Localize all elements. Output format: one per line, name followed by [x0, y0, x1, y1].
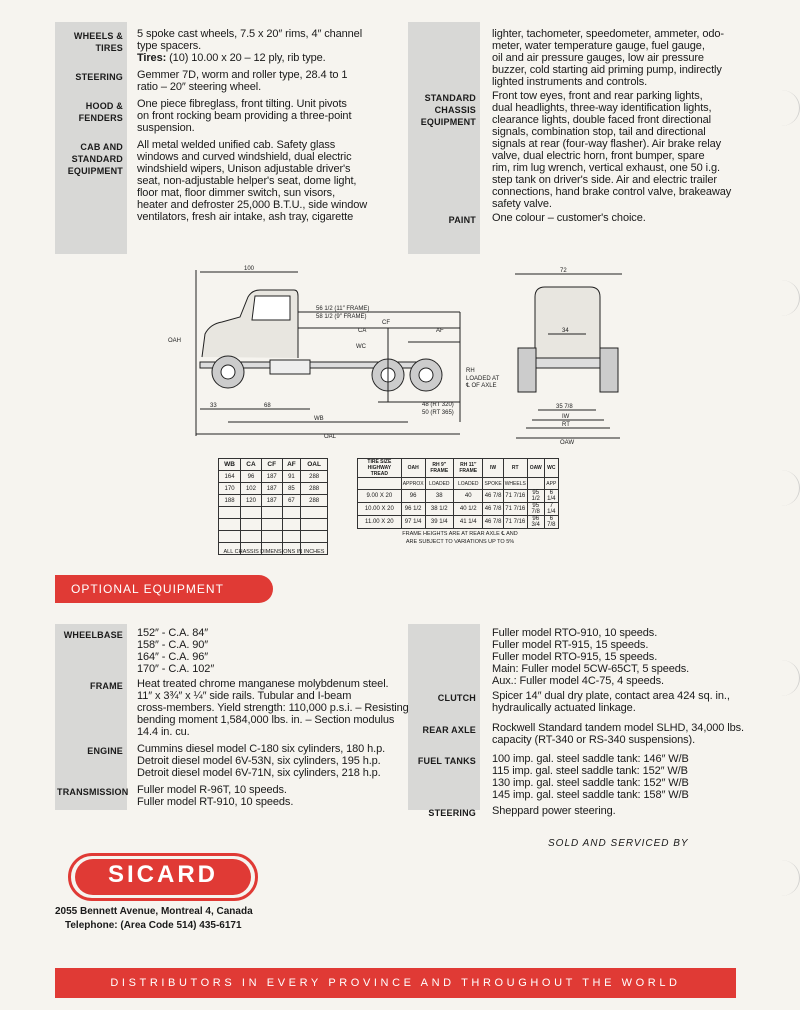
spec-text-line: meter, water temperature gauge, fuel gauge,	[492, 40, 705, 52]
table1-header: CF	[261, 459, 282, 471]
dim-mid: 68	[264, 403, 271, 409]
spec-text-line: 158″ - C.A. 90″	[137, 639, 209, 651]
table-cell: 67	[282, 495, 301, 507]
optional-equipment-title: OPTIONAL EQUIPMENT	[71, 582, 224, 596]
dim-rh: RH	[466, 368, 475, 374]
chassis-diagram	[160, 262, 780, 452]
spec-label	[410, 92, 476, 128]
label-column-optional-right	[408, 624, 480, 810]
spec-text-line: 100 imp. gal. steel saddle tank: 146″ W/B	[492, 753, 689, 765]
spec-text-line: 14.4 in. cu.	[137, 726, 190, 738]
dim-rear-b: 50 (RT 365)	[422, 410, 454, 416]
spec-label-line: STEERING	[75, 72, 123, 82]
table1-note: ALL CHASSIS DIMENSIONS IN INCHES	[223, 549, 325, 555]
table-cell: 96 3/4	[527, 516, 544, 529]
dimension-table-wb	[218, 458, 328, 555]
table-cell	[241, 507, 262, 519]
spec-label-line: WHEELS &	[73, 31, 123, 41]
table2-note-line: ARE SUBJECT TO VARIATIONS UP TO 5%	[405, 539, 515, 545]
table2-subheader	[358, 478, 402, 490]
table-cell: 6 7/8	[544, 516, 558, 529]
spec-text-line: 145 imp. gal. steel saddle tank: 158″ W/B	[492, 789, 689, 801]
spec-text	[137, 139, 367, 223]
label-column-left	[55, 22, 127, 254]
table1-header: CA	[241, 459, 262, 471]
spec-text-line: 164″ - C.A. 96″	[137, 651, 209, 663]
spec-text-line: Heat treated chrome manganese molybdenum steel.	[137, 678, 389, 690]
table2-note	[360, 530, 560, 546]
spec-label	[410, 807, 476, 819]
spec-text-line: Rockwell Standard tandem model SLHD, 34,000 lbs.	[492, 722, 745, 734]
spec-text-line: clearance lights, double faced front directional	[492, 114, 712, 126]
table-row	[358, 503, 559, 516]
spec-label	[57, 71, 123, 83]
table2-header: RT	[503, 459, 527, 478]
dim-iw: IW	[562, 414, 570, 420]
table-cell: 6 1/4	[544, 490, 558, 503]
table-cell: 10.00 X 20	[358, 503, 402, 516]
table-cell	[301, 507, 328, 519]
table-cell: 96 1/2	[401, 503, 425, 516]
spec-text-line: Detroit diesel model 6V-53N, six cylinders, 195 h.p.	[137, 755, 381, 767]
table-cell: 38 1/2	[425, 503, 453, 516]
table-cell: 71 7/16	[503, 516, 527, 529]
table-cell	[301, 531, 328, 543]
spec-text	[492, 90, 731, 210]
label-column-optional-left	[55, 624, 127, 810]
table-cell: 187	[261, 495, 282, 507]
table-cell	[241, 531, 262, 543]
table-row	[219, 507, 328, 519]
spec-label-line: TRANSMISSION	[57, 787, 129, 797]
dim-front: 33	[210, 403, 217, 409]
table1-header: WB	[219, 459, 241, 471]
spec-text-line: Fuller model RTO-910, 10 speeds.	[492, 627, 658, 639]
spec-label	[57, 745, 123, 757]
spec-text-line: Detroit diesel model 6V-71N, six cylinders, 218 h.p.	[137, 767, 381, 779]
spec-text-line: windshield wipers, Unison adjustable driver's	[137, 163, 351, 175]
table-cell: 187	[261, 471, 282, 483]
dim-oal: OAL	[324, 434, 337, 440]
spec-text	[137, 784, 293, 808]
table-cell: 38	[425, 490, 453, 503]
optional-equipment-banner	[55, 575, 273, 603]
table-cell: 40 1/2	[454, 503, 483, 516]
table-cell: 188	[219, 495, 241, 507]
spec-text-line: capacity (RT-340 or RS-340 suspensions).	[492, 734, 696, 746]
spec-text-line: rim, rim lug wrench, vertical exhaust, one 50 i.g.	[492, 162, 720, 174]
spec-text-line: Sheppard power steering.	[492, 805, 616, 817]
table-cell	[282, 507, 301, 519]
spec-text-line: floor mat, floor dimmer switch, sun visors,	[137, 187, 336, 199]
dimension-table-tire	[357, 458, 559, 529]
spec-text-line: type spacers.	[137, 40, 202, 52]
table2-subheader	[527, 478, 544, 490]
table2-subheader: LOADED	[454, 478, 483, 490]
spec-label	[410, 755, 476, 767]
table-cell: 288	[301, 471, 328, 483]
spec-label-line: TIRES	[95, 43, 123, 53]
table2-header: WC	[544, 459, 558, 478]
spec-label-line: REAR AXLE	[422, 725, 476, 735]
binder-hole	[763, 470, 800, 506]
table-cell	[282, 531, 301, 543]
table-cell: 95 1/2	[527, 490, 544, 503]
spec-label-line: STANDARD	[424, 93, 476, 103]
table-cell: 187	[261, 483, 282, 495]
spec-text-line: lighted instruments and controls.	[492, 76, 648, 88]
dim-cab-width: 100	[244, 266, 255, 272]
table2-header: RH 9″ FRAME	[425, 459, 453, 478]
dealer-logo-text: SICARD	[107, 861, 218, 888]
table-cell	[219, 507, 241, 519]
table-cell: 9.00 X 20	[358, 490, 402, 503]
dim-frame-a: 56 1/2 (11″ FRAME)	[316, 306, 370, 312]
table2-subheader: APP	[544, 478, 558, 490]
table-cell: 97 1/4	[401, 516, 425, 529]
spec-text-line: 152″ - C.A. 84″	[137, 627, 209, 639]
spec-text-line: Aux.: Fuller model 4C-75, 4 speeds.	[492, 675, 664, 687]
spec-text-line: Spicer 14″ dual dry plate, contact area 424 sq. in.,	[492, 690, 730, 702]
spec-label-line: WHEELBASE	[63, 630, 123, 640]
spec-label-line: CHASSIS	[434, 105, 476, 115]
spec-label	[57, 629, 123, 641]
table-row	[219, 471, 328, 483]
table-cell: 46 7/8	[483, 516, 503, 529]
table-row	[219, 495, 328, 507]
table-cell	[261, 507, 282, 519]
spec-text-line: All metal welded unified cab. Safety glass	[137, 139, 336, 151]
spec-label	[410, 214, 476, 226]
spec-text-line: One piece fibreglass, front tilting. Unit pivots	[137, 98, 347, 110]
spec-text-line: 5 spoke cast wheels, 7.5 x 20″ rims, 4″ channel	[137, 28, 363, 40]
table-cell: 39 1/4	[425, 516, 453, 529]
spec-text-line: Fuller model RT-915, 15 speeds.	[492, 639, 649, 651]
table-cell: 46 7/8	[483, 490, 503, 503]
spec-label-line: STANDARD	[71, 154, 123, 164]
spec-text	[492, 753, 689, 801]
dim-ca: CA	[358, 328, 367, 334]
binder-hole	[763, 90, 800, 126]
spec-text-line: valve, dual electric horn, front bumper, spare	[492, 150, 705, 162]
spec-text	[492, 212, 646, 224]
spec-label-line: HOOD &	[85, 101, 123, 111]
spec-text-line: Fuller model RT-910, 10 speeds.	[137, 796, 294, 808]
spec-label-line: STEERING	[428, 808, 476, 818]
spec-label-line: PAINT	[448, 215, 476, 225]
sold-by-label: SOLD AND SERVICED BY	[548, 838, 689, 849]
table-cell	[301, 519, 328, 531]
table-cell: 96	[241, 471, 262, 483]
spec-label-line: FUEL TANKS	[417, 756, 476, 766]
spec-label	[57, 100, 123, 124]
truck-side-view	[196, 270, 460, 436]
spec-text-line: bending moment 1,584,000 lbs. in. – Section modulus	[137, 714, 395, 726]
spec-text-line: signals at rear (four-way flasher). Air brake relay	[492, 138, 722, 150]
spec-text-line: dual headlights, three-way identification lights,	[492, 102, 712, 114]
dim-rt: RT	[562, 422, 570, 428]
spec-label	[57, 786, 129, 798]
table-cell: 11.00 X 20	[358, 516, 402, 529]
table-row	[219, 531, 328, 543]
spec-text-line: Main: Fuller model 5CW-65CT, 5 speeds.	[492, 663, 690, 675]
footer-banner-text: DISTRIBUTORS IN EVERY PROVINCE AND THROUGHOUT THE WORLD	[110, 977, 681, 989]
spec-label-line: EQUIPMENT	[420, 117, 476, 127]
dim-af: AF	[436, 328, 444, 334]
table-row	[358, 490, 559, 503]
spec-text-line: oil and air pressure gauges, low air pressure	[492, 52, 704, 64]
spec-text-line: cross-members. Yield strength: 110,000 p.s.i. – Resisting	[137, 702, 409, 714]
table-cell: 85	[282, 483, 301, 495]
table-cell: 288	[301, 495, 328, 507]
dim-width-top: 72	[560, 268, 567, 274]
dim-wc: WC	[356, 344, 366, 350]
table2-note-line: FRAME HEIGHTS ARE AT REAR AXLE ℄ AND	[402, 531, 518, 537]
table2-subheader: WHEELS	[503, 478, 527, 490]
spec-text-line: Front tow eyes, front and rear parking lights,	[492, 90, 703, 102]
table-cell	[241, 519, 262, 531]
spec-text-line: heater and defroster 25,000 B.T.U., side window	[137, 199, 368, 211]
spec-text	[137, 98, 351, 134]
table2-header: OAW	[527, 459, 544, 478]
spec-text	[137, 678, 409, 738]
dim-rear-a: 48 (RT 320)	[422, 402, 454, 408]
table-cell: 288	[301, 483, 328, 495]
table1-header: AF	[282, 459, 301, 471]
table2-header: TIRE SIZE HIGHWAY TREAD	[358, 459, 402, 478]
spec-text-line: ratio – 20″ steering wheel.	[137, 81, 262, 93]
table-row	[219, 519, 328, 531]
spec-label-line: EQUIPMENT	[67, 166, 123, 176]
spec-text-line: signals, combination stop, tail and directional	[492, 126, 706, 138]
table2-header: IW	[483, 459, 503, 478]
table2-subheader: APPROX	[401, 478, 425, 490]
spec-label	[57, 30, 123, 54]
table-cell: 40	[454, 490, 483, 503]
table2-subheader: LOADED	[425, 478, 453, 490]
table-cell: 91	[282, 471, 301, 483]
spec-text-line: Gemmer 7D, worm and roller type, 28.4 to 1	[137, 69, 348, 81]
dim-cf: CF	[382, 320, 390, 326]
spec-label-line: FRAME	[90, 681, 123, 691]
spec-text-line: Tires: (10) 10.00 x 20 – 12 ply, rib type.	[137, 52, 326, 64]
spec-text	[137, 743, 385, 779]
dim-width-mid: 34	[562, 328, 569, 334]
spec-text-line: 115 imp. gal. steel saddle tank: 152″ W/B	[492, 765, 688, 777]
binder-hole	[763, 660, 800, 696]
table-cell: 95 7/8	[527, 503, 544, 516]
table-cell: 41 1/4	[454, 516, 483, 529]
dealer-logo-sub: INC.	[207, 890, 215, 895]
dealer-address: 2055 Bennett Avenue, Montreal 4, Canada	[55, 906, 253, 917]
table-cell	[282, 519, 301, 531]
spec-text-line: Cummins diesel model C-180 six cylinders, 180 h.p.	[137, 743, 386, 755]
table2-subheader: SPOKE	[483, 478, 503, 490]
spec-label-line: CLUTCH	[437, 693, 476, 703]
spec-label	[57, 141, 123, 177]
spec-text-line: on front rocking beam providing a three-point	[137, 110, 352, 122]
table-cell: 96	[401, 490, 425, 503]
footer-banner	[55, 968, 736, 998]
table-cell: 7 1/4	[544, 503, 558, 516]
spec-text-line: buzzer, cold starting aid priming pump, indirectly	[492, 64, 722, 76]
spec-text	[137, 69, 347, 93]
table-cell	[219, 531, 241, 543]
dim-rh-note-1: LOADED AT	[466, 376, 500, 382]
table-cell	[261, 519, 282, 531]
table-cell: 102	[241, 483, 262, 495]
spec-text	[492, 722, 744, 746]
table-row	[219, 483, 328, 495]
table-cell	[261, 531, 282, 543]
dealer-logo	[68, 853, 258, 901]
spec-text-line: 130 imp. gal. steel saddle tank: 152″ W/B	[492, 777, 689, 789]
spec-label	[410, 724, 476, 736]
spec-label	[410, 692, 476, 704]
binder-hole	[763, 860, 800, 896]
spec-text-line: Fuller model R-96T, 10 speeds.	[137, 784, 287, 796]
spec-text	[137, 28, 362, 64]
spec-text-line: windows and curved windshield, dual electric	[137, 151, 352, 163]
spec-text	[492, 627, 689, 687]
table-cell: 46 7/8	[483, 503, 503, 516]
dim-frame-b: 58 1/2 (9″ FRAME)	[316, 314, 367, 320]
spec-label-line: ENGINE	[87, 746, 123, 756]
spec-text-line: seat, non-adjustable helper's seat, dome light,	[137, 175, 357, 187]
spec-text-line: 11″ x 3¾″ x ¼″ side rails. Tubular and I-beam	[137, 690, 352, 702]
spec-text	[492, 690, 730, 714]
table2-header: OAH	[401, 459, 425, 478]
spec-label-line: CAB AND	[80, 142, 123, 152]
spec-text-line: Fuller model RTO-915, 15 speeds.	[492, 651, 658, 663]
spec-label-line: FENDERS	[78, 113, 123, 123]
spec-text	[137, 627, 214, 675]
table-row	[358, 516, 559, 529]
spec-text-line: lighter, tachometer, speedometer, ammeter, odo-	[492, 28, 724, 40]
dim-oah: OAH	[168, 338, 182, 344]
spec-text-line: 170″ - C.A. 102″	[137, 663, 215, 675]
table-cell	[219, 519, 241, 531]
table1-header: OAL	[301, 459, 328, 471]
dim-width-low: 35 7/8	[556, 404, 573, 410]
table-cell: 71 7/16	[503, 490, 527, 503]
dealer-phone: Telephone: (Area Code 514) 435-6171	[65, 920, 242, 931]
spec-text-line: suspension.	[137, 122, 195, 134]
spec-label	[57, 680, 123, 692]
spec-text	[492, 28, 724, 88]
table2-header: RH 11″ FRAME	[454, 459, 483, 478]
spec-text-line: connections, hand brake control valve, brakeaway	[492, 186, 732, 198]
dim-wb: WB	[314, 416, 324, 422]
table-cell: 170	[219, 483, 241, 495]
spec-text-line: safety valve.	[492, 198, 552, 210]
dim-oaw: OAW	[560, 440, 575, 446]
spec-text-line: step tank on driver's side. Air and electric trailer	[492, 174, 717, 186]
table-cell: 71 7/16	[503, 503, 527, 516]
spec-text-line: ventilators, fresh air intake, ash tray, cigarette	[137, 211, 354, 223]
spec-text-line: hydraulically actuated linkage.	[492, 702, 636, 714]
dim-rh-note-2: ℄ OF AXLE	[466, 383, 497, 389]
spec-text	[492, 805, 616, 817]
table-cell: 120	[241, 495, 262, 507]
table-cell: 164	[219, 471, 241, 483]
spec-text-line: One colour – customer's choice.	[492, 212, 646, 224]
